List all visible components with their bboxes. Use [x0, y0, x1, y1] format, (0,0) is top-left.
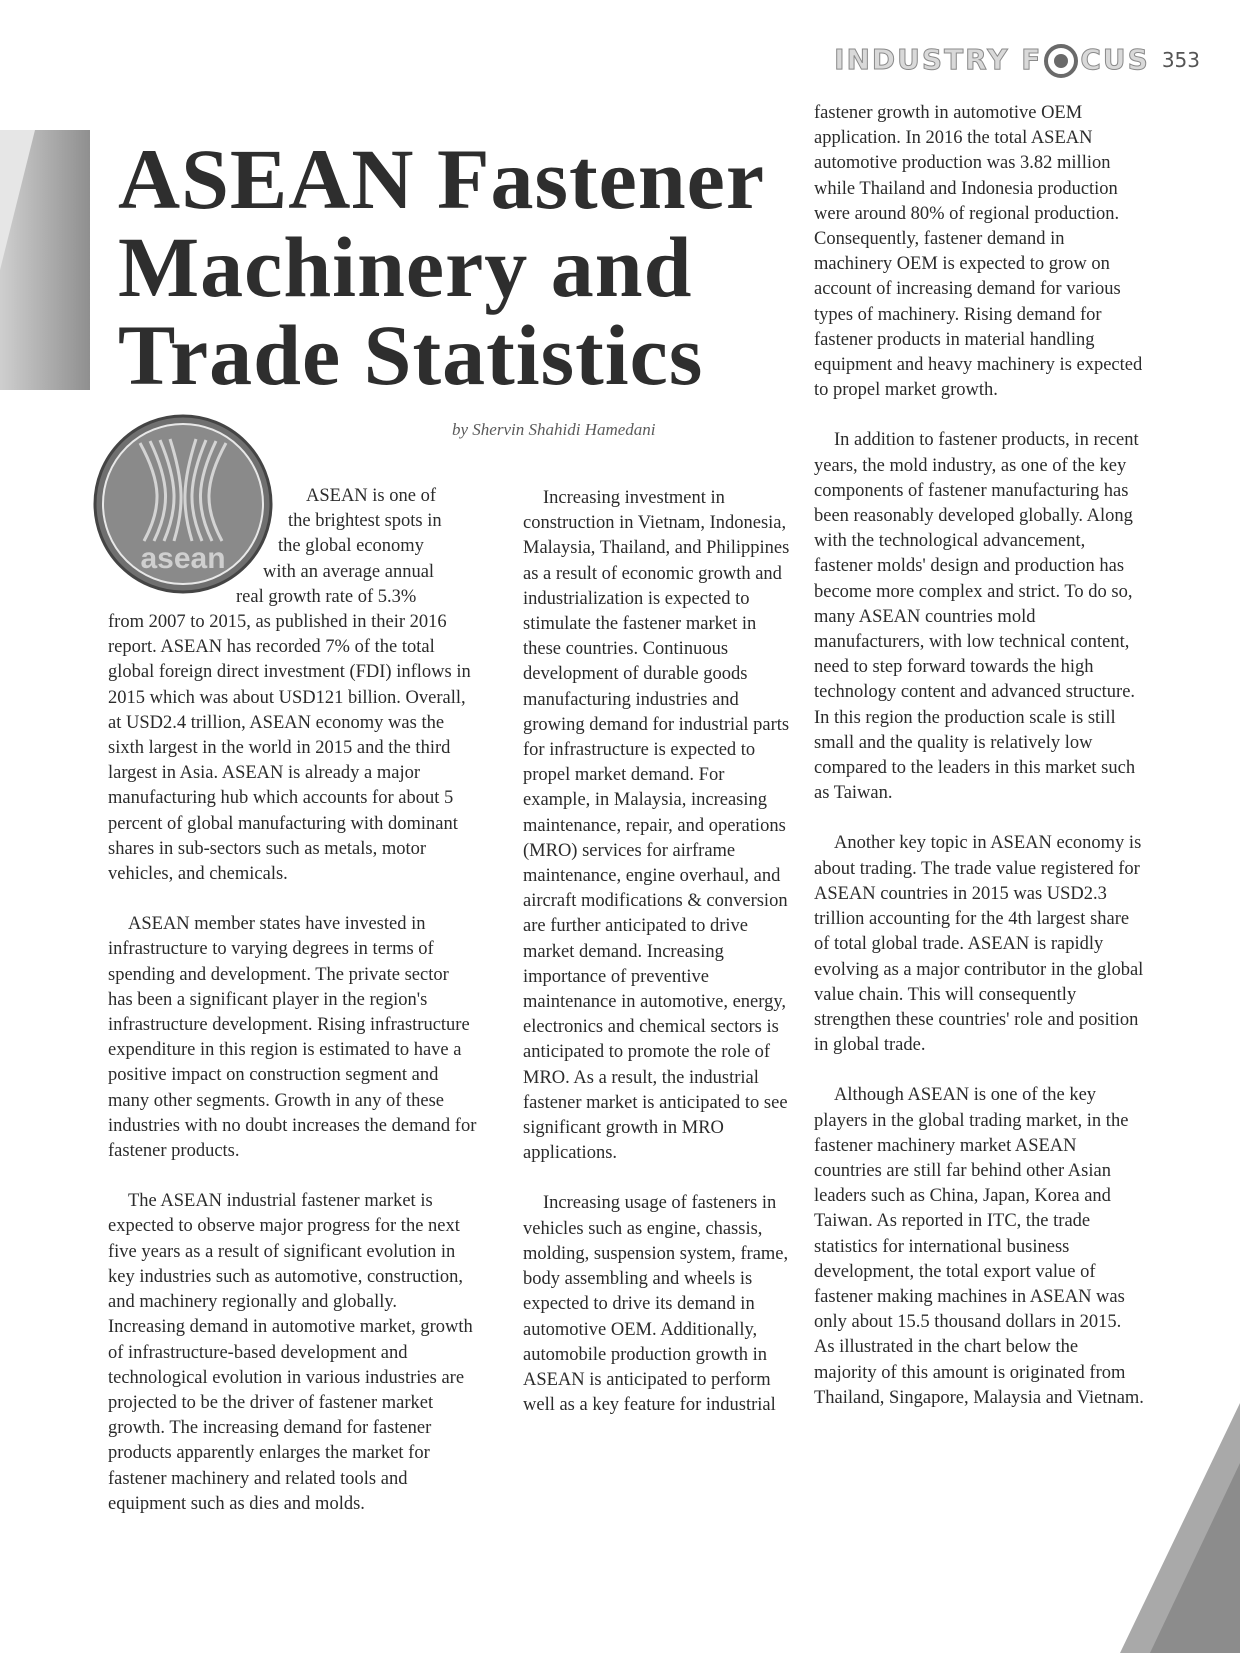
title-line: ASEAN Fastener: [118, 131, 765, 227]
section-label-suffix: CUS: [1080, 42, 1150, 76]
byline: by Shervin Shahidi Hamedani: [452, 420, 656, 439]
article-column-3: [814, 101, 1144, 1411]
section-label: [834, 43, 1150, 78]
intro-line: the global economy: [278, 536, 424, 557]
paragraph: Another key topic in ASEAN economy is about trading. The trade value registered for ASEAN countries in 2015 was USD2.3 trillion accounting for the 4th largest share of total global trade. ASEAN is rapidly evolving as a major contributor in the global value chain. This will consequently strengthen these countries' role and position in global trade.: [814, 833, 1144, 1056]
intro-line: the brightest spots in: [288, 511, 442, 532]
title-line: Machinery and: [118, 219, 693, 315]
paragraph: The ASEAN industrial fastener market is expected to observe major progress for the next five years as a result of significant evolution in key industries such as automotive, construction, and machinery regionally and globally. Increasing demand in automotive market, growth of infrastructure-based development and technological evolution in various industries are projected to be the driver of fastener market growth. The increasing demand for fastener products apparently enlarges the market for fastener machinery and related tools and equipment such as dies and molds.: [108, 1191, 473, 1514]
section-label-prefix: INDUSTRY F: [834, 42, 1043, 76]
page-number: 353: [1161, 48, 1200, 72]
article-title: [118, 131, 765, 403]
target-icon: [1044, 44, 1078, 78]
title-line: Trade Statistics: [118, 307, 704, 403]
paragraph: from 2007 to 2015, as published in their 2016 report. ASEAN has recorded 7% of the total global foreign direct investment (FDI) inflows in 2015 which was about USD121 billion. Overall, at USD2.4 trillion, ASEAN economy was the sixth largest in the world in 2015 and the third largest in Asia. ASEAN is already a major manufacturing hub which accounts for about 5 percent of global manufacturing with dominant shares in sub-sectors such as metals, motor vehicles, and chemicals.: [108, 612, 471, 885]
article-column-1: [108, 484, 478, 1517]
page-header: [834, 40, 1200, 80]
intro-line: real growth rate of 5.3%: [236, 586, 417, 607]
paragraph: In addition to fastener products, in recent years, the mold industry, as one of the key components of fastener manufacturing has been reasonably developed globally. Along with the technological advancement, fastener molds' design and production has become more complex and strict. To do so, many ASEAN countries mold manufacturers, with low technical content, need to step forward towards the high technology content and advanced structure. In this region the production scale is still small and the quality is relatively low compared to the leaders in this market such as Taiwan.: [814, 430, 1139, 804]
paragraph: Increasing investment in construction in Vietnam, Indonesia, Malaysia, Thailand, and Philippines as a result of economic growth and industrialization is expected to stimulate the fastener market in these countries. Continuous development of durable goods manufacturing industries and growing demand for industrial parts for infrastructure is expected to propel market demand. For example, in Malaysia, increasing maintenance, repair, and operations (MRO) services for airframe maintenance, engine overhaul, and aircraft modifications & conversion are further anticipated to drive market demand. Increasing importance of preventive maintenance in automotive, energy, electronics and chemical sectors is anticipated to promote the role of MRO. As a result, the industrial fastener market is anticipated to see significant growth in MRO applications.: [523, 488, 790, 1164]
paragraph: fastener growth in automotive OEM application. In 2016 the total ASEAN automotive production was 3.82 million while Thailand and Indonesia production were around 80% of regional production. Consequently, fastener demand in machinery OEM is expected to grow on account of increasing demand for various types of machinery. Rising demand for fastener products in material handling equipment and heavy machinery is expected to propel market growth.: [814, 103, 1143, 401]
intro-line: ASEAN is one of: [306, 486, 437, 506]
paragraph: ASEAN member states have invested in infrastructure to varying degrees in terms of spending and development. The private sector has been a significant player in the region's infrastructure development. Rising infrastructure expenditure in this region is estimated to have a positive impact on construction segment and many other segments. Growth in any of these industries with no doubt increases the demand for fastener products.: [108, 914, 477, 1162]
side-accent-shape: [0, 130, 90, 390]
paragraph: Although ASEAN is one of the key players in the global trading market, in the fastener machinery market ASEAN countries are still far behind other Asian leaders such as China, Japan, Korea and Taiwan. As reported in ITC, the trade statistics for international business development, the total export value of fastener making machines in ASEAN was only about 15.5 thousand dollars in 2015. As illustrated in the chart below the majority of this amount is originated from Thailand, Singapore, Malaysia and Vietnam.: [814, 1085, 1144, 1408]
corner-accent-shape: [1120, 1403, 1240, 1653]
article-column-2: [523, 486, 793, 1418]
logo-text: asean: [140, 542, 226, 575]
intro-line: with an average annual: [263, 561, 435, 582]
paragraph: Increasing usage of fasteners in vehicles such as engine, chassis, molding, suspension system, frame, body assembling and wheels is expected to drive its demand in automotive OEM. Additionally, automobile production growth in ASEAN is anticipated to perform well as a key feature for industrial: [523, 1193, 789, 1416]
